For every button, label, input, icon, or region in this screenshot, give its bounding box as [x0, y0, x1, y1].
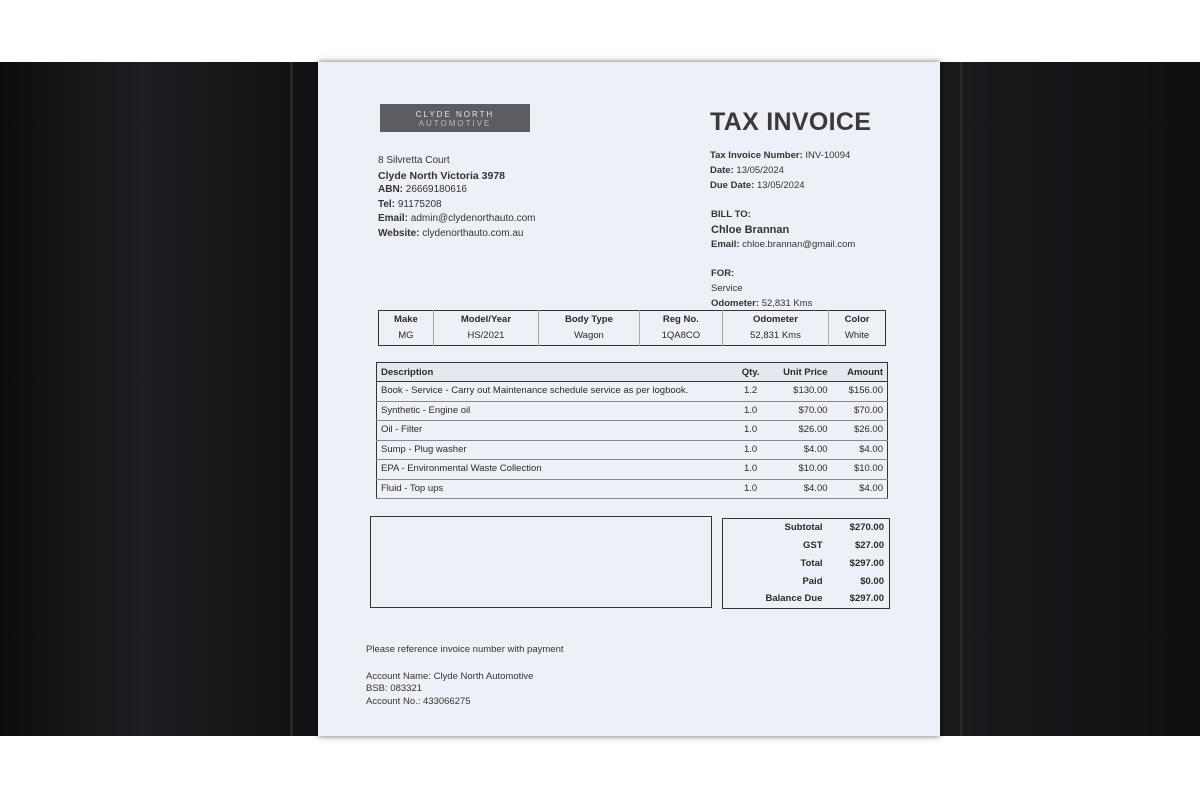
- bill-to-section: [711, 208, 855, 252]
- item-description: Oil - Filter: [377, 421, 726, 441]
- table-row: [377, 382, 888, 402]
- seat-seam: [290, 62, 293, 736]
- company-logo: [380, 104, 530, 132]
- invoice-date-value: 13/05/2024: [736, 165, 784, 176]
- vehicle-header-row: [379, 311, 886, 328]
- payment-reference-note: Please reference invoice number with payment: [366, 644, 564, 655]
- item-unit-price: $4.00: [776, 440, 832, 460]
- table-row: [377, 421, 888, 441]
- item-amount: $10.00: [832, 460, 888, 480]
- item-qty: 1.0: [726, 401, 776, 421]
- customer-email-value: chloe.brannan@gmail.com: [742, 239, 856, 250]
- item-description: Book - Service - Carry out Maintenance schedule service as per logbook.: [377, 382, 726, 402]
- totals-table: [722, 518, 890, 609]
- item-amount: $70.00: [832, 401, 888, 421]
- vehicle-value-row: [379, 327, 886, 346]
- totals-value: $297.00: [849, 557, 884, 569]
- account-number: Account No.: 433066275: [366, 695, 471, 707]
- vehicle-header-cell: Reg No.: [639, 311, 722, 328]
- item-qty: 1.0: [726, 440, 776, 460]
- item-amount: $156.00: [832, 382, 888, 402]
- for-section: [711, 266, 812, 311]
- website-label: Website:: [378, 227, 420, 239]
- invoice-paper: [318, 62, 940, 736]
- for-odometer-value: 52,831 Kms: [761, 298, 813, 309]
- invoice-due-date: [710, 178, 850, 193]
- totals-row: [723, 537, 890, 555]
- item-description: Synthetic - Engine oil: [377, 401, 726, 421]
- invoice-number-value: INV-10094: [805, 150, 851, 161]
- item-amount: $4.00: [832, 440, 888, 460]
- totals-row: [723, 519, 890, 537]
- business-details: [378, 154, 535, 242]
- business-address-line2: Clyde North Victoria 3978: [378, 169, 506, 182]
- totals-label: Balance Due: [765, 593, 823, 605]
- email-value: admin@clydenorthauto.com: [410, 213, 536, 225]
- item-description: Sump - Plug washer: [377, 440, 726, 460]
- totals-value: $297.00: [849, 593, 884, 605]
- customer-email-label: Email:: [711, 239, 740, 250]
- totals-label: Paid: [802, 575, 823, 587]
- business-tel: [378, 198, 535, 213]
- vehicle-cell: 1QA8CO: [639, 327, 722, 346]
- payment-details: [366, 644, 564, 708]
- item-amount: $26.00: [832, 421, 888, 441]
- vehicle-header-cell: Odometer: [722, 311, 828, 328]
- customer-name: Chloe Brannan: [711, 224, 790, 236]
- for-odometer-label: Odometer:: [711, 298, 760, 309]
- header-qty: Qty.: [726, 363, 776, 382]
- business-website: [378, 227, 535, 242]
- totals-label: Subtotal: [784, 521, 823, 533]
- website-value: clydenorthauto.com.au: [422, 227, 524, 239]
- business-address-line1: 8 Silvretta Court: [378, 155, 450, 166]
- vehicle-cell: Wagon: [539, 327, 640, 346]
- invoice-date-label: Date:: [710, 165, 734, 176]
- item-unit-price: $130.00: [776, 382, 832, 402]
- item-unit-price: $10.00: [776, 460, 832, 480]
- vehicle-header-cell: Model/Year: [433, 311, 538, 328]
- table-row: [377, 401, 888, 421]
- bsb: BSB: 083321: [366, 683, 422, 694]
- line-items-table: [376, 362, 888, 499]
- tel-label: Tel:: [378, 198, 396, 210]
- for-service: Service: [711, 283, 743, 294]
- bill-to-label: BILL TO:: [711, 209, 751, 220]
- logo-text-bottom: AUTOMOTIVE: [418, 119, 492, 128]
- totals-label: GST: [802, 539, 823, 551]
- abn-value: 26669180616: [405, 184, 467, 196]
- due-date-value: 13/05/2024: [756, 180, 805, 191]
- header-amount: Amount: [832, 363, 888, 382]
- vehicle-cell: HS/2021: [433, 327, 538, 346]
- item-description: Fluid - Top ups: [377, 479, 726, 499]
- totals-row: [723, 591, 890, 609]
- item-unit-price: $70.00: [776, 401, 832, 421]
- business-email: [378, 212, 535, 227]
- totals-label: Total: [800, 557, 823, 569]
- item-qty: 1.0: [726, 421, 776, 441]
- invoice-number: [710, 148, 850, 163]
- due-date-label: Due Date:: [710, 180, 755, 191]
- totals-row: [723, 573, 890, 591]
- for-label: FOR:: [711, 268, 735, 279]
- abn-label: ABN:: [378, 184, 403, 196]
- vehicle-cell: White: [844, 330, 870, 341]
- header-description: Description: [377, 363, 726, 382]
- account-name: Account Name: Clyde North Automotive: [366, 670, 534, 682]
- totals-value: $0.00: [860, 575, 884, 587]
- line-items-header-row: [377, 363, 888, 382]
- email-label: Email:: [378, 213, 409, 225]
- totals-row: [723, 555, 890, 573]
- business-abn: [378, 183, 535, 198]
- table-row: [377, 479, 888, 499]
- item-qty: 1.0: [726, 479, 776, 499]
- item-description: EPA - Environmental Waste Collection: [377, 460, 726, 480]
- header-unit-price: Unit Price: [776, 363, 832, 382]
- logo-text-top: CLYDE NORTH: [415, 110, 495, 119]
- vehicle-table: [378, 310, 886, 346]
- item-unit-price: $4.00: [776, 479, 832, 499]
- vehicle-cell: 52,831 Kms: [722, 327, 828, 346]
- for-odometer: [711, 296, 812, 311]
- totals-value: $270.00: [849, 521, 884, 533]
- customer-email: [711, 238, 855, 252]
- item-qty: 1.2: [726, 382, 776, 402]
- tel-value: 91175208: [397, 198, 442, 210]
- vehicle-header-cell: Color: [844, 314, 870, 325]
- notes-box: [370, 516, 712, 608]
- vehicle-header-cell: Body Type: [539, 311, 640, 328]
- table-row: [377, 460, 888, 480]
- document-title: TAX INVOICE: [710, 108, 872, 136]
- invoice-meta: [710, 148, 850, 193]
- vehicle-cell: MG: [379, 327, 434, 346]
- table-row: [377, 440, 888, 460]
- invoice-date: [710, 163, 850, 178]
- item-amount: $4.00: [832, 479, 888, 499]
- totals-value: $27.00: [854, 539, 884, 551]
- invoice-number-label: Tax Invoice Number:: [710, 150, 803, 161]
- item-unit-price: $26.00: [776, 421, 832, 441]
- item-qty: 1.0: [726, 460, 776, 480]
- seat-seam: [960, 62, 963, 736]
- vehicle-header-cell: Make: [379, 311, 434, 328]
